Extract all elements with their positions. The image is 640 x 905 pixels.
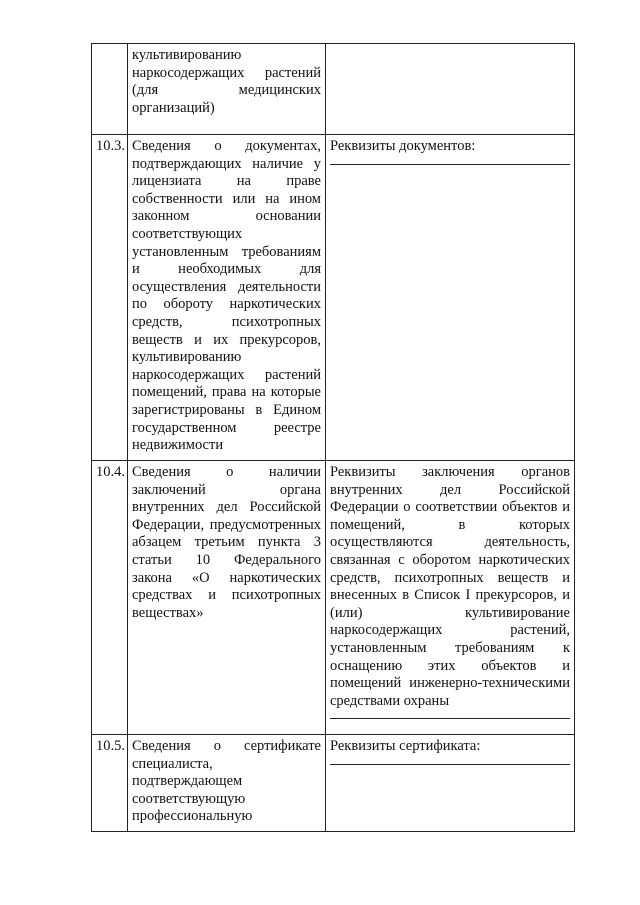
row-value-cell	[326, 461, 575, 735]
fill-in-line[interactable]	[330, 764, 570, 765]
row-number: 10.4.	[92, 461, 128, 735]
row-value-cell	[326, 135, 575, 461]
row-value-cell	[326, 735, 575, 832]
row-number: 10.5.	[92, 735, 128, 832]
row-number	[92, 44, 128, 135]
row-value: Реквизиты сертификата:	[330, 738, 481, 754]
row-description: культивированию наркосодержащих растений (для медицинских организаций)	[128, 44, 326, 135]
row-description: Сведения о наличии заключений органа внутренних дел Российской Федерации, предусмотренных абзацем третьим пункта 3 статьи 10 Федерального закона «О наркотических средствах и психотропных веществах»	[128, 461, 326, 735]
row-value: Реквизиты документов:	[330, 138, 476, 154]
row-value: Реквизиты заключения органов внутренних дел Российской Федерации о соответствии объектов и помещений, в которых осуществляются деятельность, связанная с оборотом наркотических средств, психотропных веществ и внесенных в Список I прекурсоров, и (или) культивирование наркосодержащих растений, установленным требованиям к оснащению этих объектов и помещений инженерно-техническими средствами охраны	[330, 464, 570, 709]
row-number: 10.3.	[92, 135, 128, 461]
row-description: Сведения о документах, подтверждающих наличие у лицензиата на праве собственности или на ином законном основании соответствующих установленным требованиям и необходимых для осуществления деятельности по обороту наркотических средств, психотропных веществ и их прекурсоров, культивированию наркосодержащих растений помещений, права на которые зарегистрированы в Едином государственном реестре недвижимости	[128, 135, 326, 461]
fill-in-line[interactable]	[330, 718, 570, 719]
row-value	[326, 44, 575, 135]
table-row	[92, 44, 575, 135]
row-description: Сведения о сертификате специалиста, подтверждающем соответствующую профессиональную	[128, 735, 326, 832]
table-row	[92, 735, 575, 832]
table-row	[92, 135, 575, 461]
license-info-table	[91, 43, 575, 832]
table-row	[92, 461, 575, 735]
fill-in-line[interactable]	[330, 164, 570, 165]
